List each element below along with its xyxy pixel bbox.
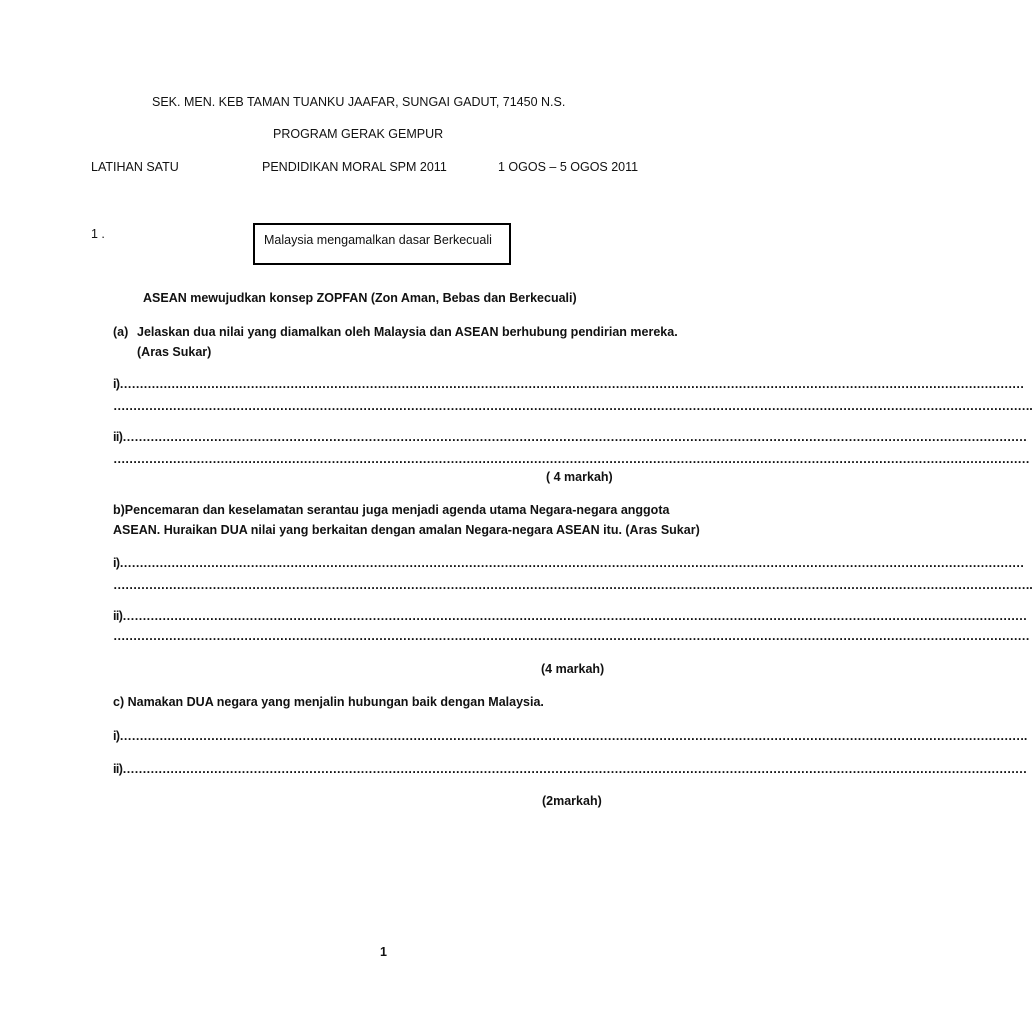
answer-line-c-ii[interactable]: ii)………………………………………………………………………………………………………………………………………………………………………………………………………… [113,762,1027,776]
question-intro: ASEAN mewujudkan konsep ZOPFAN (Zon Aman, Bebas dan Berkecuali) [143,291,577,305]
statement-box [253,223,511,265]
answer-line-a-ii-continued[interactable]: …………………………………………………………………………………………………………………………………………………………………………………………………………… [113,452,1030,466]
answer-line-a-i[interactable]: i)………………………………………………………………………………………………………………………………………………………………………………………………………… [113,377,1024,391]
part-a-difficulty: (Aras Sukar) [137,345,212,359]
part-b-marks: (4 markah) [541,662,605,676]
statement-text: Malaysia mengamalkan dasar Berkecuali [264,233,492,247]
subject-label: PENDIDIKAN MORAL SPM 2011 [262,160,447,174]
page-number: 1 [380,945,387,959]
answer-line-b-i-continued[interactable]: ……………………………………………………………………………………………………………………………………………………………………………………………………………. [113,578,1032,592]
school-name: SEK. MEN. KEB TAMAN TUANKU JAAFAR, SUNGAI GADUT, 71450 N.S. [152,95,566,109]
part-b-question-line-2: ASEAN. Huraikan DUA nilai yang berkaitan dengan amalan Negara-negara ASEAN itu. (Aras Sukar) [113,523,700,537]
part-c-question: c) Namakan DUA negara yang menjalin hubungan baik dengan Malaysia. [113,695,544,709]
answer-line-b-ii[interactable]: ii)………………………………………………………………………………………………………………………………………………………………………………………………………… [113,609,1027,623]
date-range: 1 OGOS – 5 OGOS 2011 [498,160,639,174]
answer-line-b-ii-continued[interactable]: …………………………………………………………………………………………………………………………………………………………………………………………………………… [113,629,1030,643]
program-title: PROGRAM GERAK GEMPUR [273,127,444,141]
answer-line-b-i[interactable]: i)………………………………………………………………………………………………………………………………………………………………………………………………………… [113,556,1024,570]
part-c-marks: (2markah) [542,794,602,808]
answer-line-a-ii[interactable]: ii)………………………………………………………………………………………………………………………………………………………………………………………………………… [113,430,1027,444]
part-a-marks: ( 4 markah) [546,470,613,484]
answer-line-c-i[interactable]: i)…………………………………………………………………………………………………………………………………………………………………………………………………………. [113,729,1027,743]
part-a-question: Jelaskan dua nilai yang diamalkan oleh Malaysia dan ASEAN berhubung pendirian mereka. [137,325,678,339]
part-b-question-line-1: b)Pencemaran dan keselamatan serantau juga menjadi agenda utama Negara-negara anggota [113,503,670,517]
answer-line-a-i-continued[interactable]: ……………………………………………………………………………………………………………………………………………………………………………………………………………. [113,399,1032,413]
question-number: 1 . [91,227,105,241]
exercise-label: LATIHAN SATU [91,160,179,174]
part-a-label: (a) [113,325,129,339]
